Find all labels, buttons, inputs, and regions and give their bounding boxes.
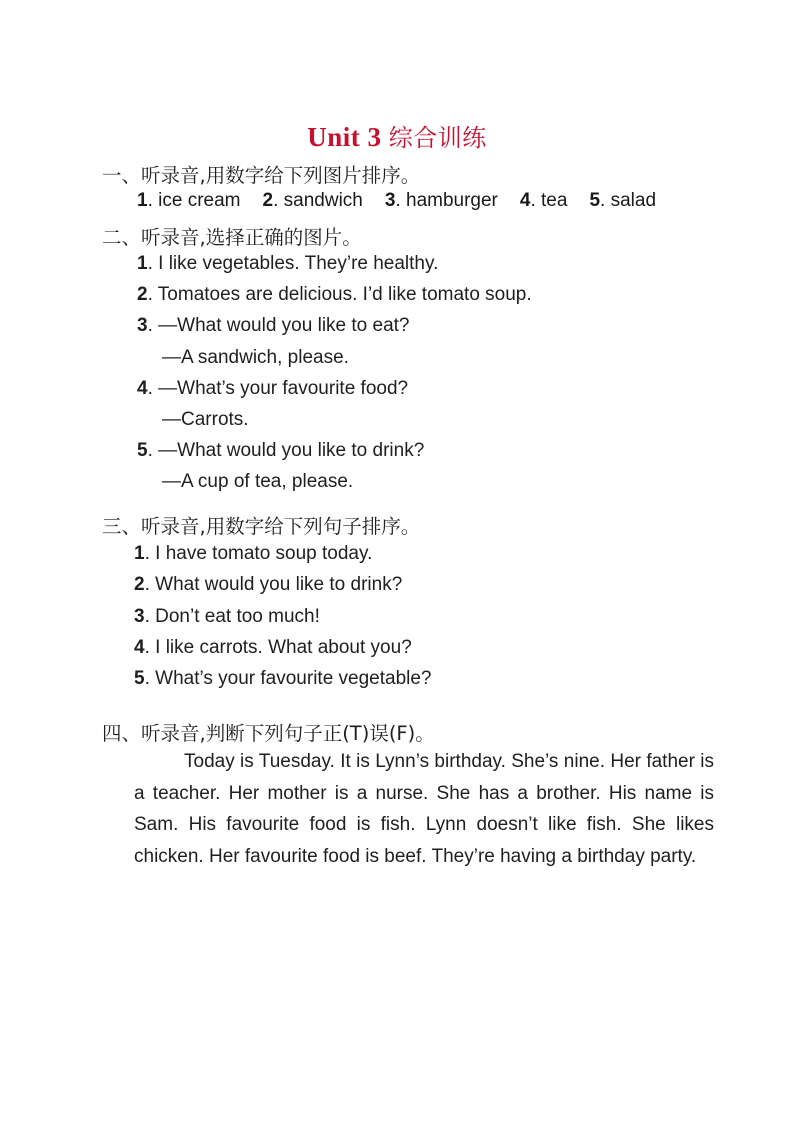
title-cn: 综合训练: [388, 124, 487, 152]
list-item: 2. sandwich: [262, 190, 363, 211]
list-item: 5. salad: [589, 190, 657, 211]
list-item: 2. What would you like to drink?: [134, 574, 403, 595]
list-item-answer: —Carrots.: [162, 409, 249, 430]
title-unit: Unit 3: [307, 122, 382, 152]
list-item-answer: —A cup of tea, please.: [162, 471, 354, 492]
list-item: 4. —What’s your favourite food?: [137, 378, 409, 399]
list-item: 5. —What would you like to drink?: [137, 440, 425, 461]
list-item: 1. I have tomato soup today.: [134, 543, 373, 564]
list-item: 5. What’s your favourite vegetable?: [134, 668, 432, 689]
section2-heading: 二、听录音,选择正确的图片。: [102, 226, 362, 249]
list-item: 3. hamburger: [384, 190, 498, 211]
list-item-answer: —A sandwich, please.: [162, 347, 349, 368]
section1-word-list: [137, 190, 656, 212]
list-item: 4. I like carrots. What about you?: [134, 637, 412, 658]
reading-paragraph: Today is Tuesday. It is Lynn’s birthday. She’s nine. Her father is a teacher. Her mother is a nurse. She has a brother. His name is Sam. His favourite food is fish. Lynn doesn’t like fish. She likes chicken. Her favourite food is beef. They’re having a birthday party.: [134, 751, 714, 867]
list-item: 2. Tomatoes are delicious. I’d like tomato soup.: [137, 284, 532, 305]
section4-heading: 四、听录音,判断下列句子正(T)误(F)。: [102, 722, 435, 745]
list-item: 4. tea: [519, 190, 568, 211]
section1-heading: 一、听录音,用数字给下列图片排序。: [102, 164, 421, 187]
list-item: 1. ice cream: [137, 190, 241, 211]
page-title: [0, 118, 794, 153]
list-item: 3. —What would you like to eat?: [137, 315, 410, 336]
list-item: 3. Don’t eat too much!: [134, 606, 320, 627]
list-item: 1. I like vegetables. They’re healthy.: [137, 253, 439, 274]
section3-heading: 三、听录音,用数字给下列句子排序。: [102, 515, 421, 538]
